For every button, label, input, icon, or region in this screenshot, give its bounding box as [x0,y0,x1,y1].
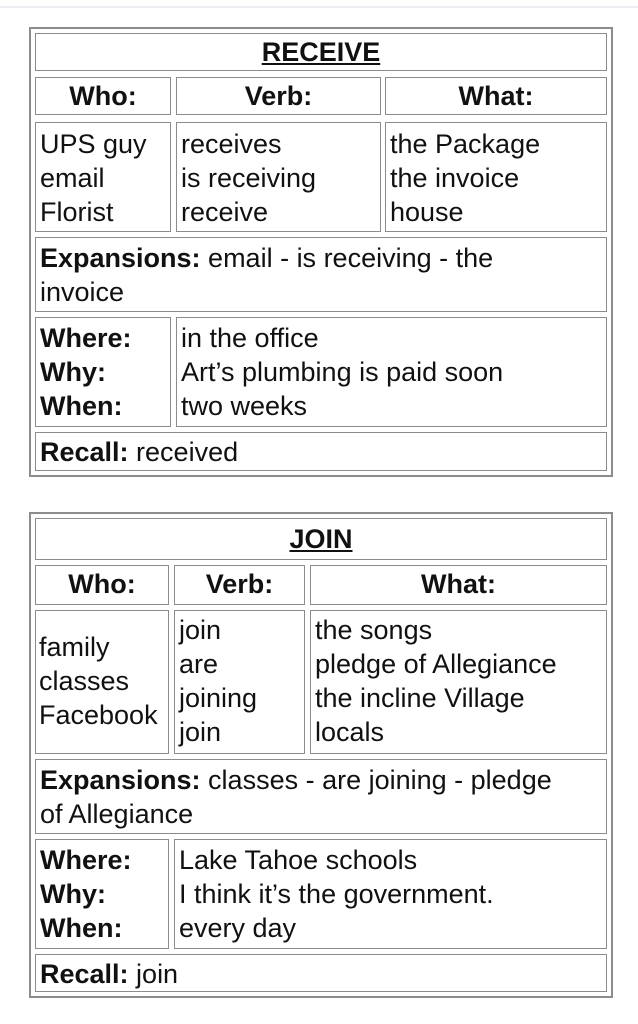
join-why-label: Why: [40,879,106,909]
join-wwh-values [174,839,607,949]
receive-what-item: the Package [390,129,541,159]
join-where-label: Where: [40,845,132,875]
receive-verb-item: is receiving [181,163,317,193]
receive-expansions-text: email - is receiving - the [200,243,494,273]
join-expansions-cell [35,759,607,834]
join-what-item: the incline Village [315,683,525,713]
receive-when-label: When: [40,391,123,421]
join-when-value: every day [179,913,297,943]
receive-wwh-values [176,317,607,427]
join-who-item: family [39,632,110,662]
join-verb-item: join [179,615,222,645]
receive-what-item: the invoice [390,163,520,193]
join-expansions-label: Expansions: [40,765,201,795]
join-what-header: What: [310,565,607,605]
join-what-cell [310,610,607,754]
join-table [29,512,613,998]
join-who-cell [35,610,169,754]
join-who-item: classes [39,666,130,696]
receive-expansions-text-2: invoice [40,277,125,307]
receive-why-value: Art’s plumbing is paid soon [181,357,504,387]
join-title: JOIN [35,518,607,560]
receive-who-cell [35,122,171,232]
receive-verb-cell [176,122,381,232]
receive-recall-label: Recall: [40,437,129,467]
join-verb-item: are [179,649,219,679]
join-wwh-labels [35,839,169,949]
top-divider [0,6,638,8]
receive-verb-item: receive [181,197,269,227]
receive-table [29,27,613,477]
receive-who-item: Florist [40,197,114,227]
receive-wwh-labels [35,317,171,427]
join-expansions-text-2: of Allegiance [40,799,194,829]
join-verb-header: Verb: [174,565,305,605]
receive-title: RECEIVE [35,33,607,71]
receive-expansions-label: Expansions: [40,243,201,273]
receive-expansions-cell [35,237,607,312]
receive-when-value: two weeks [181,391,308,421]
receive-where-value: in the office [181,323,319,353]
join-who-item: Facebook [39,700,158,730]
join-verb-cell [174,610,305,754]
join-what-item: locals [315,717,385,747]
receive-why-label: Why: [40,357,106,387]
receive-who-header: Who: [35,77,171,115]
join-verb-item: joining [179,683,258,713]
join-who-header: Who: [35,565,169,605]
join-recall-label: Recall: [40,959,129,989]
join-why-value: I think it’s the government. [179,879,494,909]
receive-verb-header: Verb: [176,77,381,115]
join-verb-item: join [179,717,222,747]
join-what-item: the songs [315,615,433,645]
receive-who-item: email [40,163,105,193]
join-expansions-text: classes - are joining - pledge [200,765,552,795]
join-when-label: When: [40,913,123,943]
receive-who-item: UPS guy [40,129,147,159]
receive-recall-cell [35,432,607,471]
join-recall-text: join [128,959,179,989]
receive-what-header: What: [385,77,607,115]
receive-recall-text: received [128,437,239,467]
receive-verb-item: receives [181,129,282,159]
receive-what-cell [385,122,607,232]
receive-where-label: Where: [40,323,132,353]
join-what-item: pledge of Allegiance [315,649,557,679]
join-where-value: Lake Tahoe schools [179,845,418,875]
join-recall-cell [35,954,607,992]
receive-what-item: house [390,197,464,227]
